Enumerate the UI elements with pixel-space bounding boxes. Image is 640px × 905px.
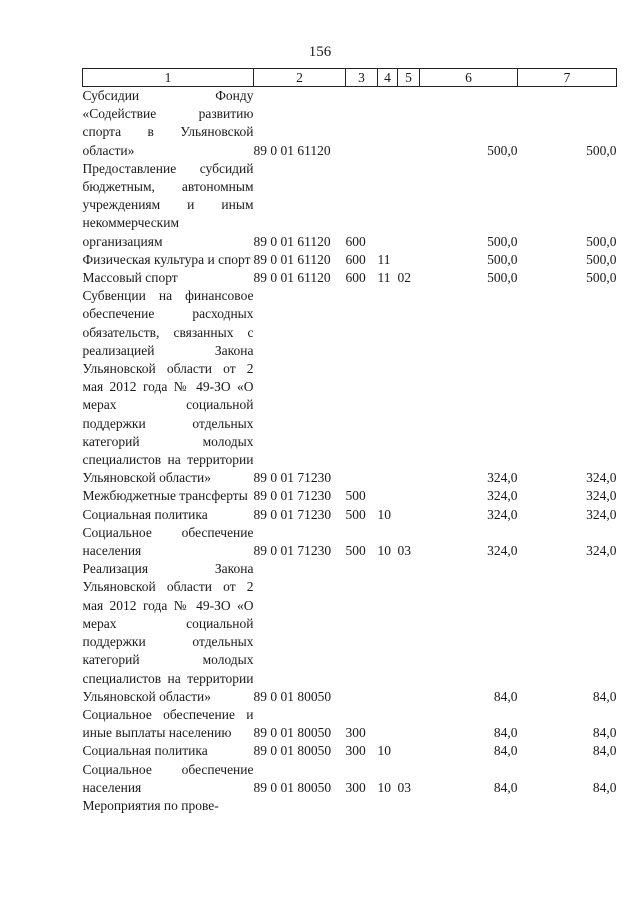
table-row	[83, 560, 617, 706]
column-header: 6	[420, 69, 518, 87]
column-header: 4	[378, 69, 398, 87]
row-value-6: 324,0	[487, 488, 518, 504]
row-col4	[378, 560, 398, 706]
row-code: 89 0 01 80050	[253, 743, 332, 759]
row-col5	[398, 560, 420, 706]
row-col4: 10	[377, 506, 391, 522]
row-code: 89 0 01 80050	[253, 688, 332, 704]
row-col3: 300	[345, 725, 366, 741]
row-col5	[398, 287, 420, 487]
row-value-6	[420, 797, 518, 815]
row-col5	[398, 506, 420, 524]
table-row	[83, 706, 617, 742]
row-code: 89 0 01 71230	[253, 488, 332, 504]
row-value-7	[518, 797, 617, 815]
row-col3: 600	[345, 251, 366, 267]
row-col5: 03	[397, 543, 411, 559]
row-value-7: 84,0	[592, 688, 617, 704]
row-col3: 300	[345, 779, 366, 795]
row-value-7: 500,0	[586, 233, 617, 249]
table-row	[83, 506, 617, 524]
row-code: 89 0 01 61120	[253, 251, 331, 267]
row-name: Социальная политика	[82, 743, 208, 759]
row-col5	[398, 742, 420, 760]
table-row	[83, 761, 617, 797]
row-col5: 03	[397, 779, 411, 795]
row-col5	[398, 706, 420, 742]
row-value-7: 324,0	[586, 543, 617, 559]
column-header: 5	[398, 69, 420, 87]
row-code: 89 0 01 80050	[253, 779, 332, 795]
row-col4: 10	[377, 543, 391, 559]
table-row	[83, 269, 617, 287]
row-value-6: 324,0	[487, 470, 518, 486]
row-col4	[378, 87, 398, 160]
row-code	[254, 797, 346, 815]
row-name: Межбюджетные трансферты	[82, 488, 248, 504]
row-col3: 300	[345, 743, 366, 759]
row-col3	[346, 560, 378, 706]
row-value-7: 500,0	[586, 142, 617, 158]
row-col3	[346, 287, 378, 487]
row-name: Предоставление субсидий бюджетным, автономным учреждениям и иным некоммерческим организациям	[82, 160, 254, 249]
row-name: Физическая культура и спорт	[82, 251, 251, 267]
row-value-7: 324,0	[586, 488, 617, 504]
row-name: Социальное обеспечение населения	[82, 761, 254, 795]
row-col4: 10	[377, 743, 391, 759]
row-code: 89 0 01 61120	[253, 142, 331, 158]
row-name: Социальная политика	[82, 506, 208, 522]
column-header: 1	[83, 69, 254, 87]
row-value-7: 84,0	[592, 779, 617, 795]
row-code: 89 0 01 71230	[253, 543, 332, 559]
table-row	[83, 797, 617, 815]
page-number: 156	[308, 44, 332, 60]
row-value-7: 324,0	[586, 506, 617, 522]
row-col5	[398, 160, 420, 251]
row-value-6: 500,0	[487, 142, 518, 158]
row-name: Субсидии Фонду «Содействие развитию спорта в Ульяновской области»	[82, 88, 254, 158]
row-col4	[378, 706, 398, 742]
column-header: 7	[518, 69, 617, 87]
row-col4	[378, 287, 398, 487]
row-value-7: 500,0	[586, 270, 617, 286]
row-col5	[398, 797, 420, 815]
row-col4: 10	[377, 779, 391, 795]
row-col4: 11	[377, 270, 391, 286]
column-header: 2	[254, 69, 346, 87]
table-header-row	[83, 69, 617, 87]
row-value-6: 84,0	[493, 688, 518, 704]
row-value-6: 500,0	[487, 251, 518, 267]
row-value-6: 500,0	[487, 270, 518, 286]
row-col5: 02	[397, 270, 411, 286]
row-value-7: 84,0	[592, 743, 617, 759]
row-value-7: 324,0	[586, 470, 617, 486]
row-name: Реализация Закона Ульяновской области от 2 мая 2012 года № 49-ЗО «О мерах социальной поддержки отдельных категорий молодых специалистов на территории Ульяновской области»	[82, 561, 254, 704]
row-col5	[398, 487, 420, 505]
row-value-7: 500,0	[586, 251, 617, 267]
row-col3: 500	[345, 488, 366, 504]
table-row	[83, 160, 617, 251]
row-col4	[378, 487, 398, 505]
row-col4	[378, 797, 398, 815]
row-name: Массовый спорт	[82, 270, 178, 286]
row-value-6: 324,0	[487, 506, 518, 522]
row-code: 89 0 01 61120	[253, 233, 331, 249]
row-value-6: 500,0	[487, 233, 518, 249]
row-name: Мероприятия по прове-	[82, 797, 219, 813]
row-col4	[378, 160, 398, 251]
row-col5	[398, 87, 420, 160]
row-value-6: 84,0	[493, 779, 518, 795]
table-row	[83, 251, 617, 269]
row-col3	[346, 87, 378, 160]
row-value-7: 84,0	[592, 725, 617, 741]
table-row	[83, 287, 617, 487]
row-code: 89 0 01 61120	[253, 270, 331, 286]
row-value-6: 84,0	[493, 725, 518, 741]
row-value-6: 324,0	[487, 543, 518, 559]
column-header: 3	[346, 69, 378, 87]
row-name: Социальное обеспечение населения	[82, 524, 254, 559]
row-col3: 500	[345, 506, 366, 522]
row-col3: 500	[345, 543, 366, 559]
row-col5	[398, 251, 420, 269]
row-col3	[346, 797, 378, 815]
row-col4: 11	[377, 251, 391, 267]
row-value-6: 84,0	[493, 743, 518, 759]
table-row	[83, 487, 617, 505]
table-row	[83, 524, 617, 560]
row-col3: 600	[345, 270, 366, 286]
row-name: Субвенции на финансовое обеспечение расходных обязательств, связанных с реализацией Закона Ульяновской области от 2 мая 2012 года № 49-ЗО «О мерах социальной поддержки отдельных категорий молодых специалистов на территории Ульяновской области»	[82, 288, 254, 486]
table-row	[83, 87, 617, 160]
row-code: 89 0 01 80050	[253, 725, 332, 741]
table-row	[83, 742, 617, 760]
row-code: 89 0 01 71230	[253, 470, 332, 486]
row-code: 89 0 01 71230	[253, 506, 332, 522]
budget-table	[82, 68, 617, 815]
row-col3: 600	[345, 233, 366, 249]
row-name: Социальное обеспечение и иные выплаты населению	[82, 706, 254, 741]
